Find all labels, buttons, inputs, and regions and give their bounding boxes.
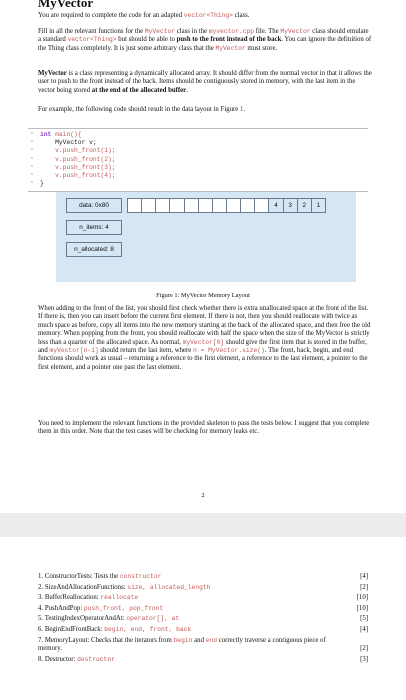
buffer-cell: 4 — [268, 198, 283, 213]
text: class. — [232, 12, 250, 19]
inline-code: MyVector — [280, 28, 311, 35]
bold-text: MyVector — [38, 70, 67, 77]
inline-code: constructor — [119, 573, 162, 580]
buffer-cell: 3 — [283, 198, 298, 213]
buffer-cell — [240, 198, 255, 213]
inline-code: reallocate — [100, 594, 139, 602]
text: class should emulate a standard — [38, 28, 369, 44]
buffer-cell — [198, 198, 213, 213]
buffer-cell — [212, 198, 227, 213]
line-marker-icon: › — [31, 155, 33, 161]
test-points: [10] — [356, 594, 368, 602]
text: When adding to the front of the list, you should first check whether there is extra unallocated space at the front of the list. If there is, then you can insert before the current first element. If there is not, then you should reallocate with twice as much space as before, copy all items into the new memory starting at the back of the allocated space, and then free the old memory. When popping from the front, you should reallocate with half the space when the size of the MyVector is strictly less than a quarter of the allocated space. As normal, — [38, 305, 371, 346]
text: is a class representing a dynamically allocated array. It should differ from the normal vector in that it allows the user to push to the front instead of the back. Items should be contiguously stored in memory, with the last item in the vector being stored — [38, 70, 372, 94]
code-line: } — [40, 180, 44, 188]
text: file. The — [254, 28, 281, 35]
inline-code: push_front, pop_front — [83, 604, 164, 612]
n-allocated-box: n_allocated: 8 — [66, 242, 122, 257]
inline-code: end — [205, 636, 218, 644]
text: . — [186, 86, 188, 94]
bold-text: push to the front instead of the back — [176, 36, 282, 44]
line-marker-icon: › — [31, 180, 33, 186]
buffer-cell — [127, 198, 142, 213]
buffer-cell — [254, 198, 269, 213]
data-pointer-box: data: 0x80 — [66, 198, 122, 213]
test-points: [4] — [360, 625, 368, 633]
text: . You can ignore the definition of the Thing class completely. It is just some arbitrary class that the — [38, 36, 372, 52]
buffer-cell — [169, 198, 184, 213]
paragraph-push-pop-behaviour — [38, 305, 372, 372]
list-item: 8. Destructor: destructor [3] — [38, 655, 368, 663]
list-item: 2. SizeAndAllocationFunctions: size, allocated_length [2] — [38, 583, 368, 591]
line-marker-icon: › — [31, 171, 33, 177]
buffer-cell — [141, 198, 156, 213]
text: Fill in all the relevant functions for the — [38, 28, 145, 35]
inline-code: size, allocated_length — [127, 583, 211, 591]
inline-code: MyVector — [144, 28, 176, 35]
inline-code: myVector[0] — [182, 338, 225, 346]
list-item: 6. BeginEndFrontBack: begin, end, front, back [4] — [38, 625, 368, 633]
line-marker-icon: › — [31, 163, 33, 169]
inline-code: begin, end, front, back — [104, 625, 192, 633]
text: must store. — [245, 44, 278, 52]
inline-code: MyVector — [215, 44, 246, 52]
code-listing — [28, 128, 368, 192]
text: For example, the following code should result in the data layout in Figure — [38, 106, 240, 113]
test-points: [4] — [360, 573, 368, 580]
buffer-cell: 2 — [297, 198, 312, 213]
test-points: [10] — [356, 604, 368, 612]
inline-code: vector<Thing> — [183, 12, 233, 19]
list-item: 1. ConstructorTests: Tests the constructor [4] — [38, 573, 368, 580]
paragraph-fill-functions — [38, 28, 372, 53]
buffer-array — [128, 198, 326, 211]
code-line: v.push_front(4); — [55, 171, 116, 179]
test-points: [5] — [360, 615, 368, 623]
text: You are required to complete the code for an adapted — [38, 12, 184, 19]
text: class in the — [175, 28, 209, 35]
bold-text: at the end of the allocated buffer — [91, 86, 187, 94]
test-points: [3] — [360, 655, 368, 663]
figure-reference-link[interactable]: 1 — [239, 106, 244, 113]
page-number: 2 — [201, 492, 205, 499]
text: but should be able to — [116, 36, 177, 44]
list-item: 5. TestingIndexOperatorAndAt: operator[], at [5] — [38, 615, 368, 623]
inline-code: myVector[n-1] — [49, 347, 99, 355]
text: . The front, back, begin, and end functions should work as usual – returning a reference to the first element, a reference to the last element, a pointer to the first element, and a pointer one past the last element. — [38, 347, 368, 371]
line-marker-icon: › — [31, 139, 33, 145]
figure-caption: Figure 1: MyVector Memory Layout — [156, 292, 250, 299]
list-item: 3. BufferReallocation: reallocate [10] — [38, 594, 368, 602]
text: should give the first item that is stored in the buffer, and — [38, 338, 367, 355]
code-lines — [40, 131, 116, 188]
code-line: v.push_front(3); — [55, 163, 116, 171]
page-separator — [0, 513, 406, 537]
buffer-cell — [226, 198, 241, 213]
inline-code: vector<Thing> — [67, 36, 117, 44]
inline-code: destructor — [77, 655, 115, 663]
buffer-cell — [184, 198, 199, 213]
code-line: v.push_front(1); — [55, 147, 116, 155]
paragraph-implement: You need to implement the relevant functions in the provided skeleton to pass the tests below. I suggest that you complete them in this order. Note that the test cases will be checking for memory leaks etc. — [38, 420, 370, 436]
buffer-cell: 1 — [311, 198, 326, 213]
list-item: 4. PushAndPop: push_front, pop_front [10] — [38, 604, 368, 612]
test-list — [38, 573, 368, 666]
inline-code: n = MyVector.size() — [193, 347, 265, 355]
test-points: [2] — [360, 583, 368, 591]
text: . — [243, 106, 246, 113]
text: should return the last item, where — [98, 347, 194, 355]
line-marker-icon: › — [31, 147, 33, 153]
code-gutter — [28, 131, 36, 188]
paragraph-example — [38, 106, 372, 114]
code-line: v.push_front(2); — [55, 155, 116, 163]
inline-code: myvector.cpp — [208, 28, 255, 35]
list-item: 7. MemoryLayout: Checks that the iterators from begin and end correctly traverse a contiguous piece of memory. [2] — [38, 636, 368, 652]
memory-layout-diagram — [56, 192, 356, 282]
line-marker-icon: › — [31, 131, 33, 136]
paragraph-myvector-description — [38, 70, 372, 95]
code-line: MyVector v; — [55, 139, 97, 147]
inline-code: begin — [173, 636, 193, 644]
document-page-2 — [0, 537, 406, 700]
intro-paragraph — [38, 12, 372, 20]
buffer-cell — [155, 198, 170, 213]
code-line: int main(){ — [40, 131, 82, 138]
inline-code: operator[], at — [126, 615, 180, 623]
test-points: [2] — [360, 644, 368, 652]
page-title: MyVector — [38, 0, 94, 10]
n-items-box: n_items: 4 — [66, 220, 122, 235]
